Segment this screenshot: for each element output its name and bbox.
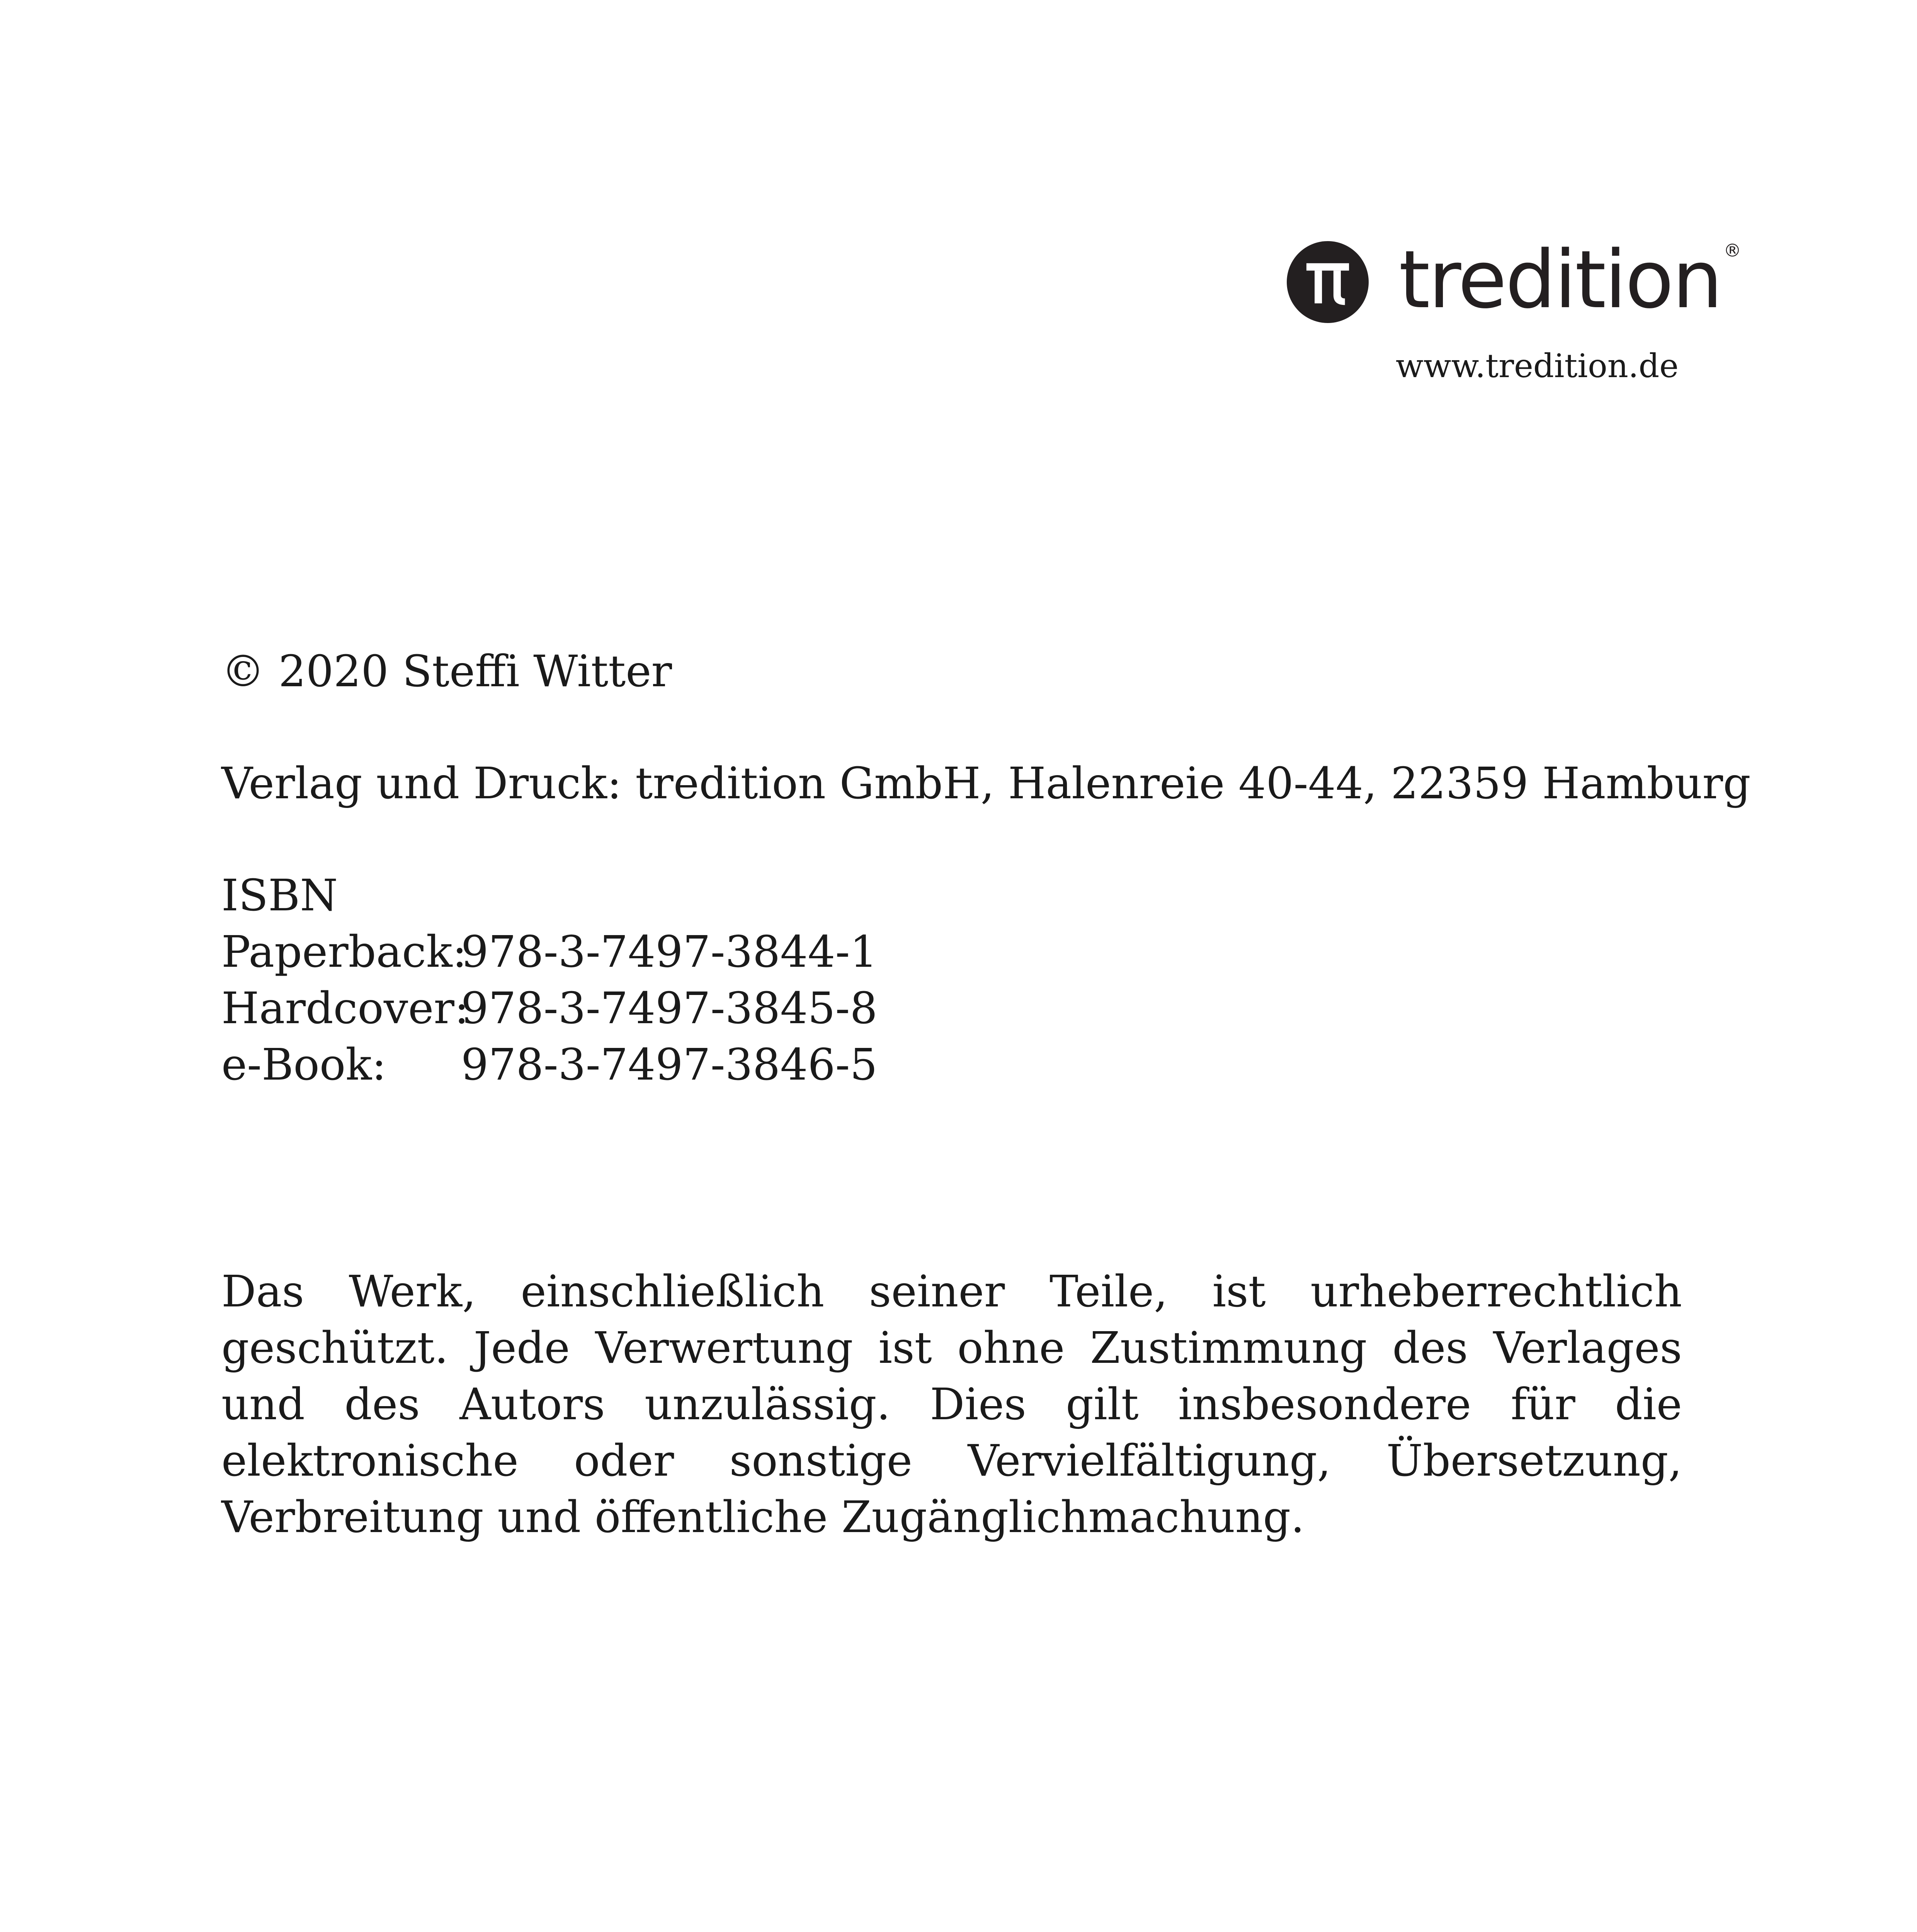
isbn-row-paperback [221, 924, 878, 980]
brand-wordmark: tredition [1399, 233, 1721, 326]
isbn-row-hardcover [221, 980, 878, 1037]
publisher-address: Verlag und Druck: tredition GmbH, Halenreie 40-44, 22359 Hamburg [221, 759, 1751, 809]
copyright-line: © 2020 Steffi Witter [221, 646, 672, 697]
isbn-row-ebook [221, 1037, 878, 1093]
isbn-label: Hardcover: [221, 983, 469, 1034]
tredition-logo-icon [1287, 241, 1369, 323]
logo-glyph-icon [1287, 241, 1369, 323]
isbn-block [221, 867, 878, 1093]
isbn-value: 978-3-7497-3844-1 [461, 927, 878, 977]
registered-mark: ® [1723, 240, 1742, 261]
isbn-heading: ISBN [221, 871, 338, 921]
legal-notice: Das Werk, einschließlich seiner Teile, ist urheberrechtlich geschützt. Jede Verwertung ist ohne Zustimmung des Verlages und des Autors unzulässig. Dies gilt insbesondere für die elektronische oder sonstige Vervielfältigung, Übersetzung, Verbreitung und öffentliche Zugänglichmachung. [221, 1267, 1682, 1543]
isbn-value: 978-3-7497-3845-8 [461, 983, 878, 1034]
isbn-label: Paperback: [221, 927, 467, 977]
isbn-label: e-Book: [221, 1040, 386, 1090]
isbn-value: 978-3-7497-3846-5 [461, 1040, 878, 1090]
publisher-logo [1287, 233, 1742, 327]
publisher-website: www.tredition.de [1395, 347, 1679, 385]
